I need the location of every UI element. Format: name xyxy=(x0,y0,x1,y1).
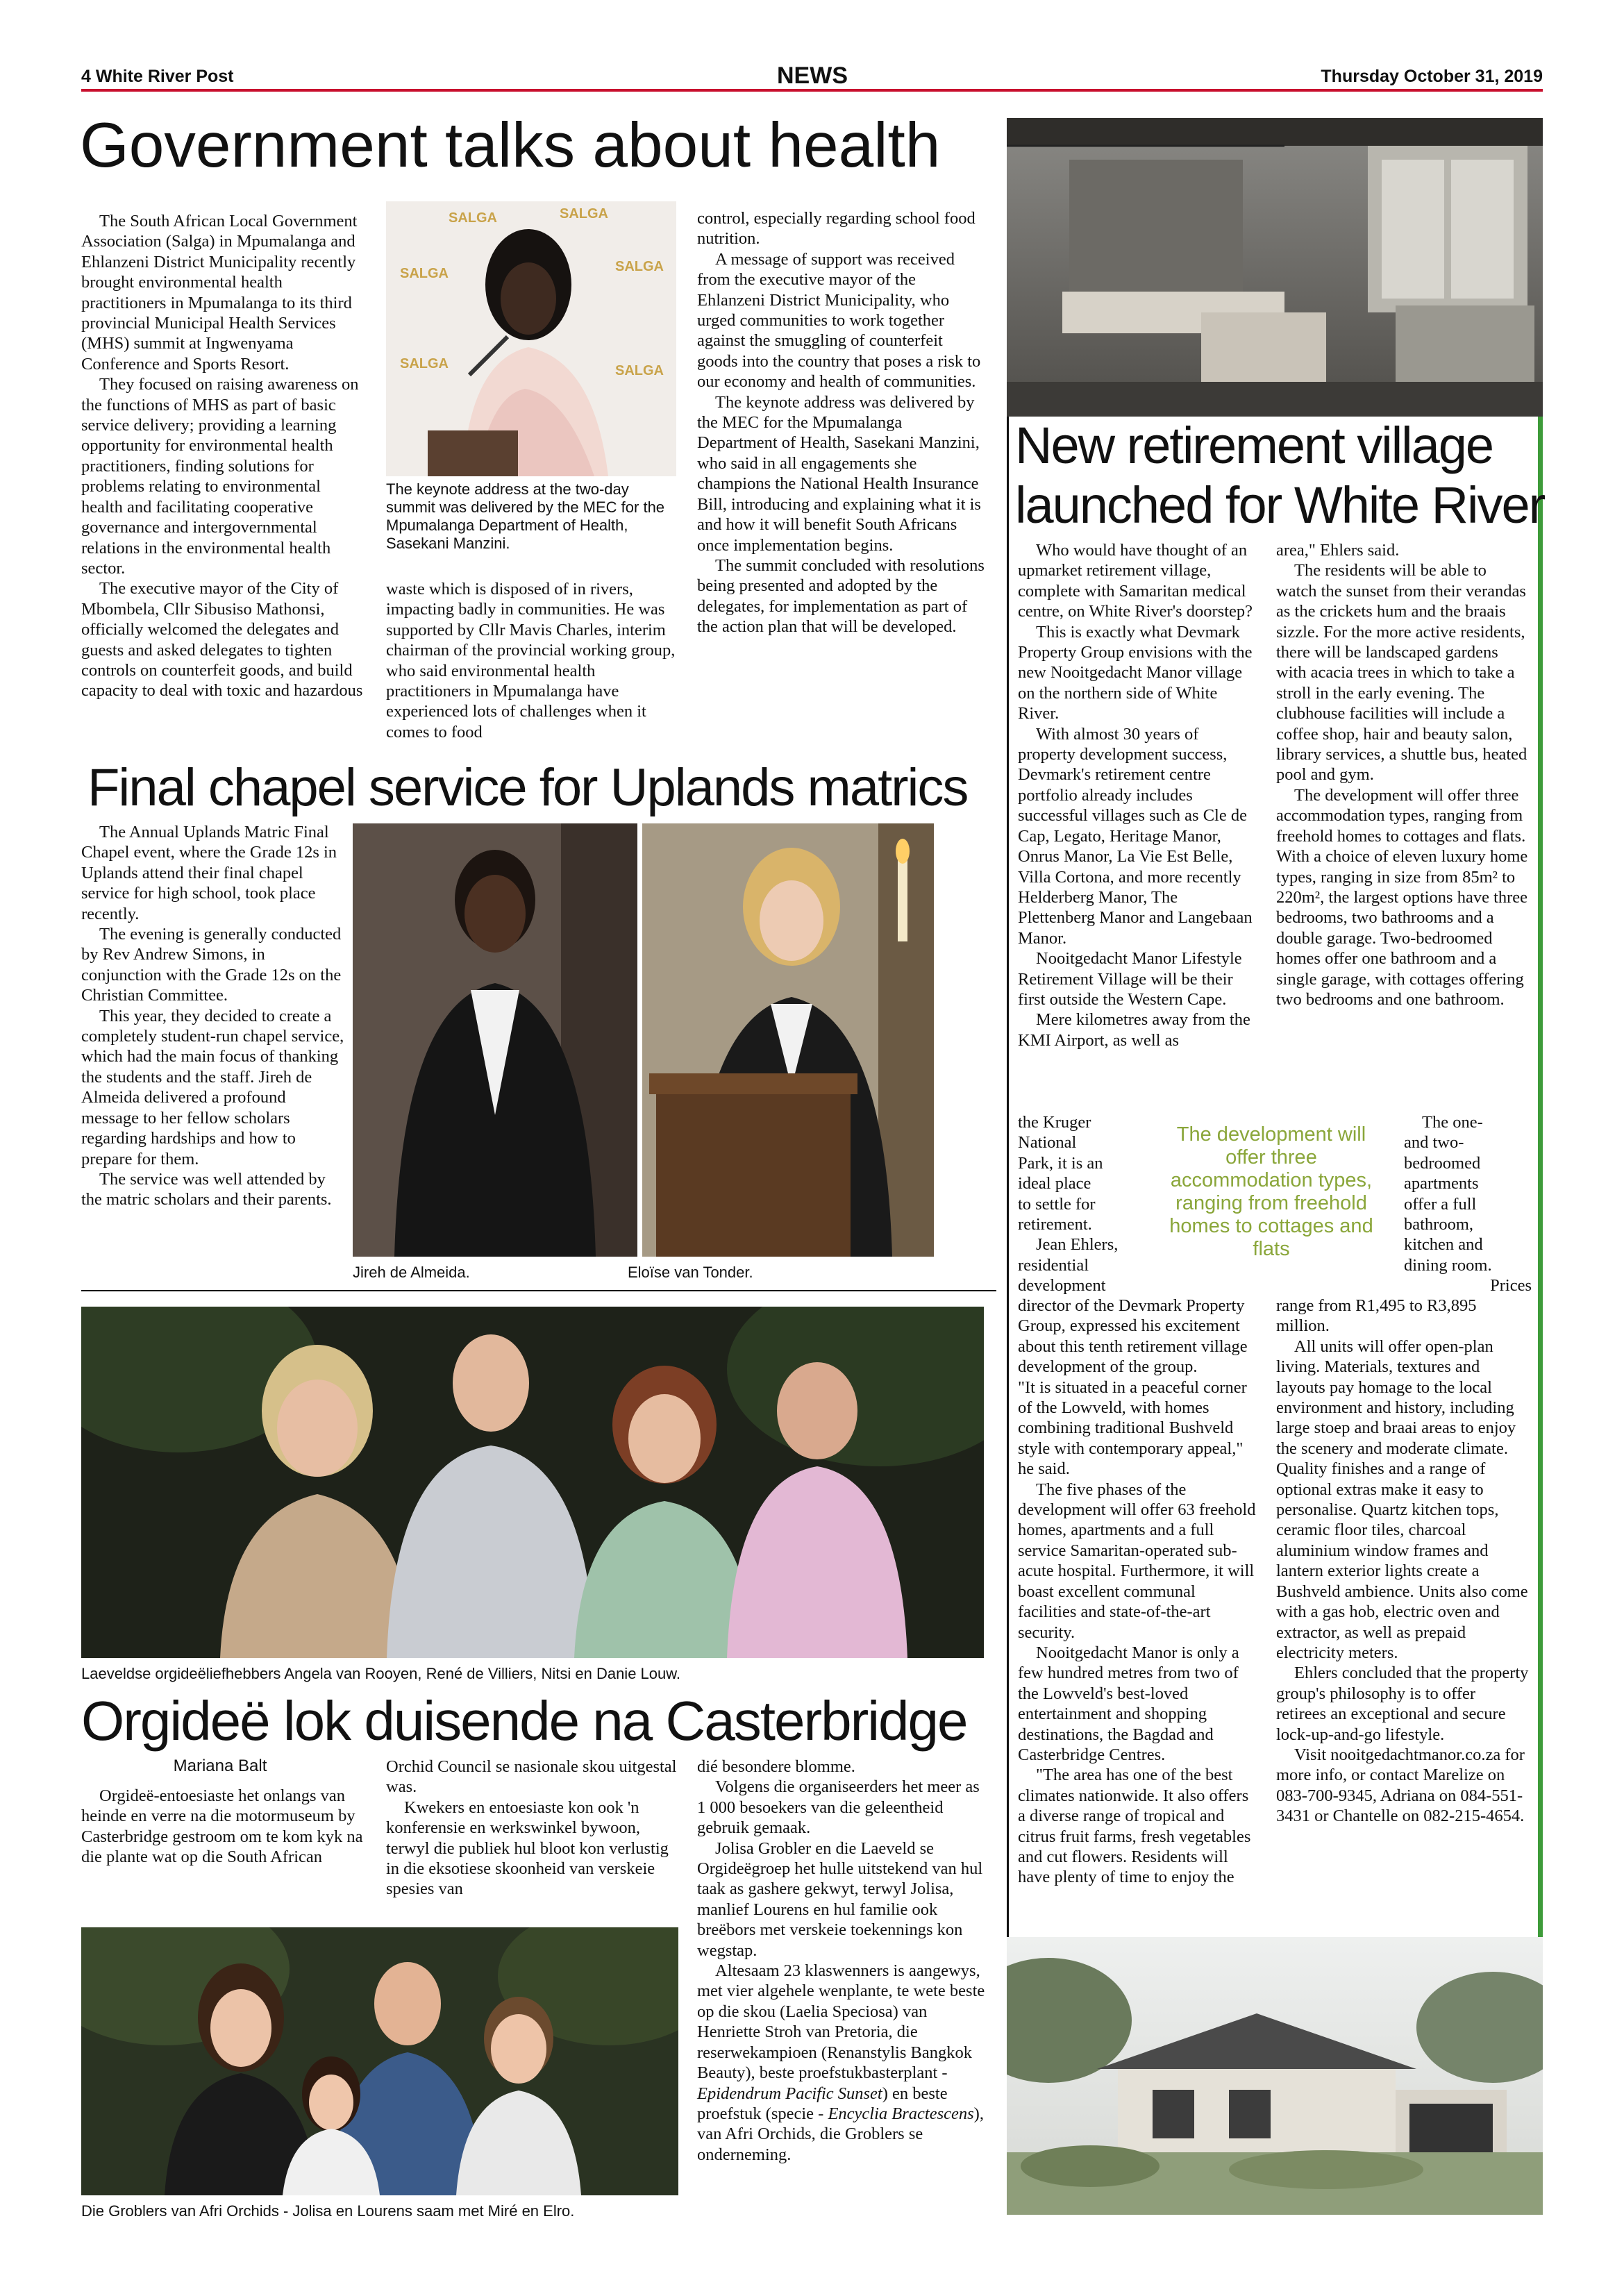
text-line: retirement. xyxy=(1018,1215,1092,1234)
text-run: ), van Afri Orchids, die Groblers se onderneming. xyxy=(697,2104,984,2164)
retirement-headline-line-2: launched for White River xyxy=(1015,476,1545,534)
orchid-col-2 xyxy=(386,1757,678,1900)
text-line: dining room. xyxy=(1404,1255,1492,1275)
text-line: kitchen and xyxy=(1404,1235,1483,1255)
text-line: bedroomed xyxy=(1404,1153,1481,1173)
paragraph: control, especially regarding school food nutrition. xyxy=(697,209,976,249)
paragraph: Nooitgedacht Manor is only a few hundred metres from two of the Lowveld's best-loved entertainment and shopping destinations, the Bagdad and Casterbridge Centres. xyxy=(1018,1643,1239,1764)
paragraph: range from R1,495 to R3,895 million. xyxy=(1276,1296,1477,1336)
paragraph: Ehlers concluded that the property group's philosophy is to offer retirees an exceptional and secure lock-up-and-go lifestyle. xyxy=(1276,1664,1529,1744)
species-name: Epidendrum Pacific Sunset xyxy=(697,2084,882,2103)
paragraph: The keynote address was delivered by the MEC for the Mpumalanga Department of Health, Sasekani Manzini, who said in all engagements she champions the National Health Insurance Bill, introducing and explaining what it is and how it will benefit South Africans once implementation begins. xyxy=(697,392,981,555)
retirement-col-2-wrap xyxy=(1404,1112,1532,1296)
health-col-2 xyxy=(386,579,678,742)
chapel-body xyxy=(81,822,345,1210)
text-line: development xyxy=(1018,1276,1106,1296)
orchid-group-photo xyxy=(81,1307,984,1658)
text-run: ) en beste proefstuk (specie - xyxy=(697,2084,948,2123)
paragraph: Visit nooitgedachtmanor.co.za for more info, or contact Marelize on 083-700-9345, Adriana on 084-551-3431 or Chantelle on 082-215-4654. xyxy=(1276,1745,1525,1826)
text-line: and two- xyxy=(1404,1133,1464,1153)
health-col-1 xyxy=(81,211,366,701)
page-label: 4 White River Post xyxy=(81,67,234,86)
text-run: Altesaam 23 klaswenners is aangewys, met vier algehele wenplante, te wete beste op die skou (Laelia Speciosa) van Henriette Stroh van Pretoria, die reserwekampioen (Renanstylis Bangkok Beauty), beste proefstukbasterplant - xyxy=(697,1961,985,2083)
salga-logo: SALGA xyxy=(615,259,664,274)
retirement-frame-left xyxy=(1007,417,1009,1937)
paragraph: A message of support was received from the executive mayor of the Ehlanzeni District Municipality, who urged communities to work together against the smuggling of counterfeit goods into the country that poses a risk to our economy and health of communities. xyxy=(697,249,981,392)
paragraph: dié besondere blomme. xyxy=(697,1757,855,1776)
paragraph: "It is situated in a peaceful corner of the Lowveld, with homes combining traditional Bushveld style with contemporary appeal," he said. xyxy=(1018,1377,1247,1479)
paragraph: The five phases of the development will offer 63 freehold homes, apartments and a full service Samaritan-operated sub-acute hospital. Furthermore, it will boast excellent communal facilities and state-of-the-art security. xyxy=(1018,1480,1256,1642)
interior-photo xyxy=(1007,118,1543,417)
paragraph: waste which is disposed of in rivers, impacting badly in communities. He was supported by Cllr Mavis Charles, interim chairman of the provincial working group, who said environmental health practitioners in Mpumalanga have experienced lots of challenges when it comes to food xyxy=(386,580,676,741)
paragraph: "The area has one of the best climates nationwide. It also offers a diverse range of tropical and citrus fruit farms, fresh vegetables and cut flowers. Residents will have plenty of time to enjoy the xyxy=(1018,1766,1251,1887)
paragraph: The evening is generally conducted by Rev Andrew Simons, in conjunction with the Grade 12s on the Christian Committee. xyxy=(81,925,342,1005)
text-line: apartments xyxy=(1404,1174,1479,1193)
page-date: Thursday October 31, 2019 xyxy=(1321,67,1543,86)
health-col-3 xyxy=(697,208,986,637)
retirement-col-1-rest xyxy=(1018,1296,1258,1888)
orchid-group-caption: Laeveldse orgideëliefhebbers Angela van Rooyen, René de Villiers, Nitsi en Danie Louw. xyxy=(81,1665,681,1682)
text-line: Jean Ehlers, xyxy=(1036,1235,1119,1255)
paragraph: The Annual Uplands Matric Final Chapel event, where the Grade 12s in Uplands attend their final chapel service for high school, took place recently. xyxy=(81,823,337,923)
retirement-headline-line-1: New retirement village xyxy=(1015,417,1493,474)
retirement-col-1-top xyxy=(1018,540,1258,1050)
paragraph: This year, they decided to create a completely student-run chapel service, which had the main focus of thanking the students and the staff. Jireh de Almeida delivered a profound message to her fellow scholars regarding hardships and how to prepare for them. xyxy=(81,1006,344,1168)
paragraph: Who would have thought of an upmarket retirement village, complete with Samaritan medical centre, on White River's doorstep? xyxy=(1018,541,1253,621)
orchid-headline: Orgideë lok duisende na Casterbridge xyxy=(81,1690,967,1752)
mec-photo xyxy=(386,201,676,476)
paragraph: All units will offer open-plan living. Materials, textures and layouts pay homage to the local environment and history, including large stoep and braai areas to enjoy the scenery and moderate climate. Quality finishes and a range of optional extras make it easy to personalise. Quartz kitchen tops, ceramic floor tiles, charcoal aluminium window frames and lantern exterior lights create a Bushveld ambience. Units also come with a gas hob, electric oven and extractor, as well as prepaid electricity meters. xyxy=(1276,1336,1528,1662)
paragraph: Orchid Council se nasionale skou uitgestal was. xyxy=(386,1757,677,1797)
section-label: NEWS xyxy=(777,62,848,89)
text-line: offer a full xyxy=(1404,1194,1477,1214)
chapel-bottom-rule xyxy=(81,1290,996,1291)
text-line: Prices xyxy=(1490,1276,1532,1296)
salga-logo: SALGA xyxy=(400,356,449,371)
grobler-family-photo xyxy=(81,1927,678,2195)
orchid-byline: Mariana Balt xyxy=(173,1757,267,1775)
salga-logo: SALGA xyxy=(449,210,497,226)
paragraph: area," Ehlers said. xyxy=(1276,541,1400,560)
retirement-col-2-rest xyxy=(1276,1296,1529,1827)
paragraph: Nooitgedacht Manor Lifestyle Retirement Village will be their first outside the Western Cape. xyxy=(1018,949,1242,1009)
header-rule xyxy=(81,89,1543,92)
retirement-col-2-top xyxy=(1276,540,1529,1009)
paragraph: They focused on raising awareness on the functions of MHS as part of basic service delivery; providing a learning opportunity for environmental health practitioners, finding solutions for problems relating to environmental health and facilitating cooperative governance and intergovernmental relations in the environmental health sector. xyxy=(81,375,359,578)
text-line: bathroom, xyxy=(1404,1215,1474,1234)
paragraph: Kwekers en entoesiaste kon ook 'n konferensie en werkswinkel bywoon, terwyl die publiek hul bloot kon verlustig in die eksotiese skoonheid van verskeie spesies van xyxy=(386,1798,669,1899)
text-line: Park, it is an xyxy=(1018,1153,1103,1173)
species-name: Encyclia Bractescens xyxy=(828,2104,974,2123)
paragraph: The development will offer three accommodation types, ranging from freehold homes to cottages and flats. With a choice of eleven luxury home types, ranging in size from 85m² to 220m², the largest options have three bedrooms, two bathrooms and a double garage. Two-bedroomed homes offer one bathroom and a single garage, with cottages offering two bedrooms and one bathroom. xyxy=(1276,785,1528,1009)
salga-logo: SALGA xyxy=(615,363,664,378)
text-line: residential xyxy=(1018,1255,1089,1275)
paragraph: This is exactly what Devmark Property Group envisions with the new Nooitgedacht Manor village on the northern side of White River. xyxy=(1018,622,1253,723)
text-line: to settle for xyxy=(1018,1194,1096,1214)
eloise-photo xyxy=(642,823,934,1257)
salga-logo: SALGA xyxy=(560,206,608,221)
paragraph: The service was well attended by the matric scholars and their parents. xyxy=(81,1169,332,1209)
jireh-caption: Jireh de Almeida. xyxy=(353,1264,470,1281)
paragraph: The executive mayor of the City of Mbombela, Cllr Sibusiso Mathonsi, officially welcomed the delegates and guests and asked delegates to tighten controls on counterfeit goods, and build capacity to deal with toxic and hazardous xyxy=(81,579,363,701)
text-line: The one- xyxy=(1422,1113,1483,1132)
paragraph: Jolisa Grobler en die Laeveld se Orgideëgroep het hulle uitstekend van hul taak as gashere gekwyt, terwyl Jolisa, manlief Lourens en hul familie ook breëbors met verskeie toekennings kon wegstap. xyxy=(697,1838,983,1960)
orchid-col-1 xyxy=(81,1786,366,1868)
text-line: ideal place xyxy=(1018,1174,1091,1193)
orchid-col-3 xyxy=(697,1757,986,2165)
paragraph: Mere kilometres away from the KMI Airport, as well as xyxy=(1018,1010,1250,1050)
salga-logo: SALGA xyxy=(400,266,449,281)
paragraph: With almost 30 years of property development success, Devmark's retirement centre portfolio already includes successful villages such as Cle de Cap, Legato, Heritage Manor, Onrus Manor, La Vie Est Belle, Villa Cortona, and more recently Helderberg Manor, The Plettenberg Manor and Langebaan Manor. xyxy=(1018,724,1253,948)
paragraph: director of the Devmark Property Group, expressed his excitement about this tenth retirement village development of the group. xyxy=(1018,1296,1248,1377)
paragraph: The residents will be able to watch the sunset from their verandas as the crickets hum and the braais sizzle. For the more active residents, there will be landscaped gardens with acacia trees in which to take a stroll in the early evening. The clubhouse facilities will include a coffee shop, hair and beauty salon, library services, a shuttle bus, heated pool and gym. xyxy=(1276,561,1527,785)
paragraph xyxy=(697,1961,986,2165)
retirement-col-1-wrap xyxy=(1018,1112,1150,1296)
mec-photo-caption: The keynote address at the two-day summit was delivered by the MEC for the Mpumalanga Department of Health, Sasekani Manzini. xyxy=(386,480,665,552)
retirement-frame-right xyxy=(1538,417,1543,1937)
jireh-photo xyxy=(353,823,637,1257)
health-headline: Government talks about health xyxy=(80,110,941,181)
paragraph: Volgens die organiseerders het meer as 1 000 besoekers van die geleentheid gebruik gemaak. xyxy=(697,1777,980,1838)
text-line: the Kruger xyxy=(1018,1113,1091,1132)
house-photo xyxy=(1007,1937,1543,2215)
paragraph: The South African Local Government Association (Salga) in Mpumalanga and Ehlanzeni District Municipality recently brought environmental health practitioners in Mpumalanga to its third provincial Municipal Health Services (MHS) summit at Ingwenyama Conference and Sports Resort. xyxy=(81,212,358,374)
grobler-family-caption: Die Groblers van Afri Orchids - Jolisa en Lourens saam met Miré en Elro. xyxy=(81,2202,575,2220)
paragraph: The summit concluded with resolutions being presented and adopted by the delegates, for implementation as part of the action plan that will be developed. xyxy=(697,555,985,637)
text-line: National xyxy=(1018,1133,1077,1153)
paragraph: Orgideë-entoesiaste het onlangs van heinde en verre na die motormuseum by Casterbridge gestroom om te kom kyk na die plante wat op die South African xyxy=(81,1786,363,1867)
chapel-headline: Final chapel service for Uplands matrics xyxy=(87,758,968,817)
eloise-caption: Eloïse van Tonder. xyxy=(628,1264,753,1281)
retirement-pull-quote: The development will offer three accommodation types, ranging from freehold homes to cottages and flats xyxy=(1169,1123,1373,1260)
